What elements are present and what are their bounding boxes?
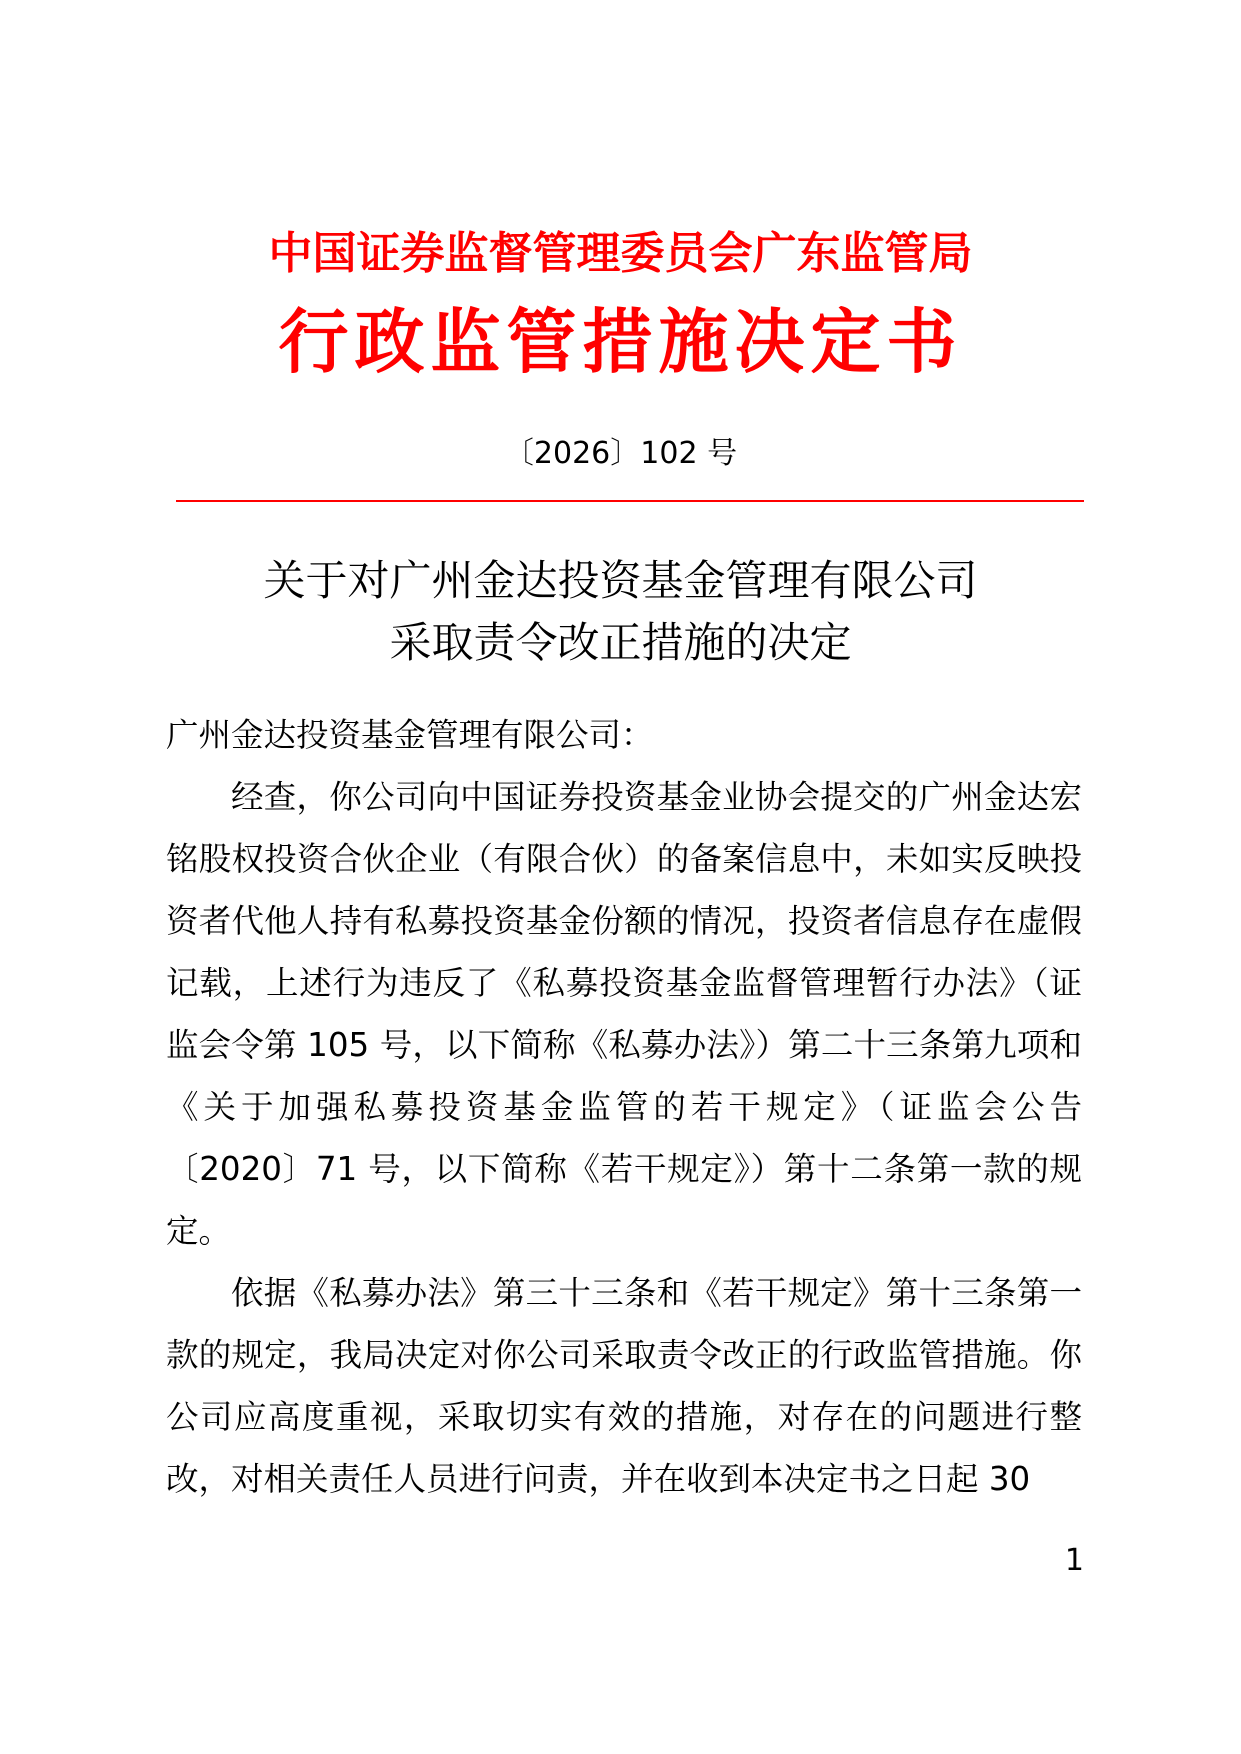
- red-divider-line: [176, 500, 1084, 502]
- document-number: 〔2026〕102 号: [503, 436, 738, 471]
- document-type-heading: 行政监管措施决定书: [278, 301, 963, 383]
- page-number: 1: [1064, 1543, 1084, 1578]
- issuing-agency: 中国证券监督管理委员会广东监管局: [268, 228, 973, 279]
- salutation: 广州金达投资基金管理有限公司：: [166, 716, 654, 754]
- document-body: [166, 704, 1082, 1510]
- decision-title: [0, 550, 1241, 674]
- paragraph-findings: 经查，你公司向中国证券投资基金业协会提交的广州金达宏铭股权投资合伙企业（有限合伙）的备案信息中，未如实反映投资者代他人持有私募投资基金份额的情况，投资者信息存在虚假记载，上述行为违反了《私募投资基金监督管理暂行办法》（证监会令第 105 号，以下简称《私募办法》）第二十三条第九项和《关于加强私募投资基金监管的若干规定》（证监会公告〔2020〕71 号，以下简称《若干规定》）第十二条第一款的规定。: [166, 778, 1082, 1250]
- decision-title-line-1: 关于对广州金达投资基金管理有限公司: [263, 556, 978, 605]
- decision-title-line-2: 采取责令改正措施的决定: [389, 618, 852, 667]
- paragraph-decision: 依据《私募办法》第三十三条和《若干规定》第十三条第一款的规定，我局决定对你公司采取责令改正的行政监管措施。你公司应高度重视，采取切实有效的措施，对存在的问题进行整改，对相关责任人员进行问责，并在收到本决定书之日起 30: [166, 1274, 1082, 1498]
